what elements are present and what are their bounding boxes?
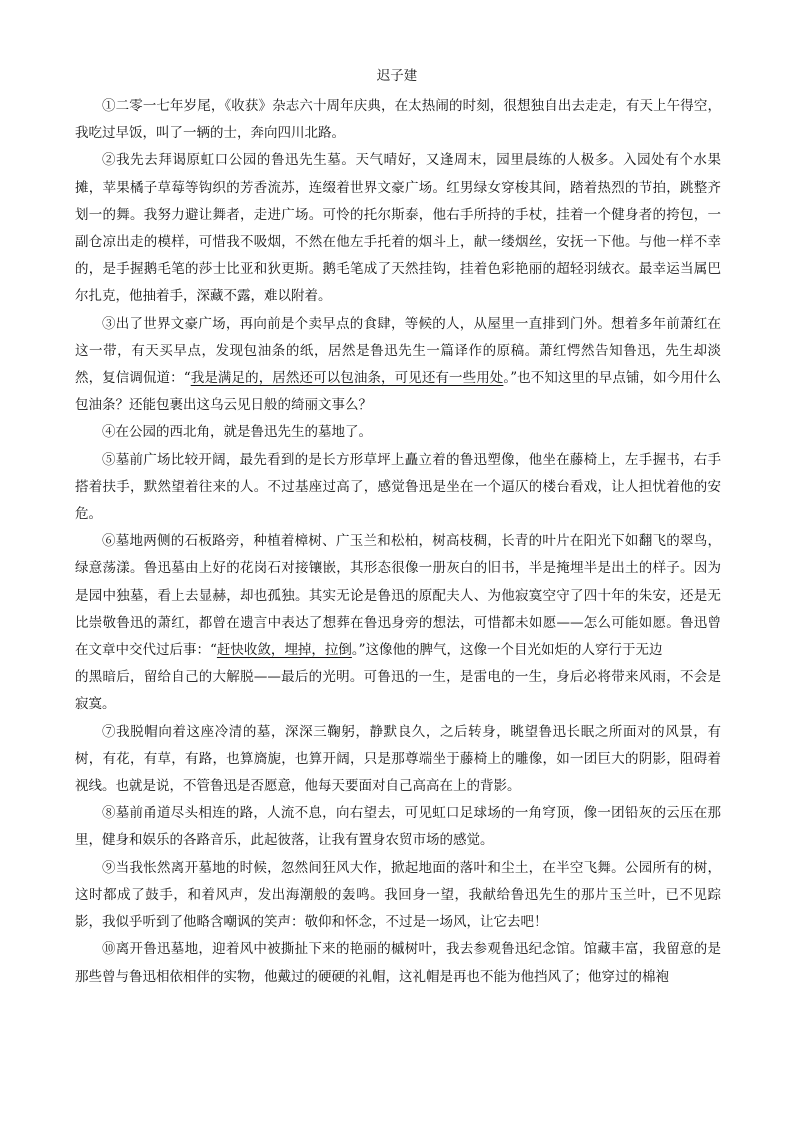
paragraph-6-text-b: 。”这像他的脾气，这像一个目光如炬的人穿行于无边 [351, 642, 663, 659]
paragraph-1: ①二零一七年岁尾，《收获》杂志六十周年庆典，在太热闹的时刻，很想独自出去走走，有天上午得空，我吃过早饭，叫了一辆的士，奔向四川北路。 [75, 98, 721, 142]
paragraph-3-underlined-quote: 我是满足的，居然还可以包油条，可见还有一些用处 [190, 370, 504, 387]
paragraph-8: ⑧墓前甬道尽头相连的路，人流不息，向右望去，可见虹口足球场的一角穹顶，像一团铅灰的云压在那里，健身和娱乐的各路音乐，此起彼落，让我有置身农贸市场的感觉。 [75, 805, 721, 849]
paragraph-6 [75, 528, 721, 664]
paragraph-2: ②我先去拜谒原虹口公园的鲁迅先生墓。天气晴好，又逢周末，园里晨练的人极多。入园处有个水果摊，苹果橘子草莓等钩织的芳香流苏，连缀着世界文豪广场。红男绿女穿梭其间，踏着热烈的节拍，跳整齐划一的舞。我努力避让舞者，走进广场。可怜的托尔斯泰，他右手所持的手杖，挂着一个健身者的挎包，一副仓凉出走的模样，可惜我不吸烟，不然在他左手托着的烟斗上，献一缕烟丝，安抚一下他。与他一样不幸的，是手握鹅毛笔的莎士比亚和狄更斯。鹅毛笔成了天然挂钩，挂着色彩艳丽的超轻羽绒衣。最幸运当属巴尔扎克，他抽着手，深藏不露，难以附着。 [75, 152, 721, 305]
paragraph-5: ⑤墓前广场比较开阔，最先看到的是长方形草坪上矗立着的鲁迅塑像，他坐在藤椅上，左手握书，右手搭着扶手，默然望着往来的人。不过基座过高了，感觉鲁迅是坐在一个逼仄的楼台看戏，让人担忧着他的安危。 [75, 451, 721, 523]
author-name: 迟子建 [376, 68, 418, 84]
paragraph-6-text-a: ⑥墓地两侧的石板路旁，种植着樟树、广玉兰和松柏，树高枝稠，长青的叶片在阳光下如翻飞的翠鸟，绿意荡漾。鲁迅墓由上好的花岗石对接镶嵌，其形态很像一册灰白的旧书，半是掩埋半是出土的样子。因为是园中独墓，看上去显赫，却也孤独。其实无论是鲁迅的原配夫人、为他寂寞空守了四十年的朱安，还是无比崇敬鲁迅的萧红，都曾在遗言中表达了想葬在鲁迅身旁的想法，可惜都未如愿——怎么可能如愿。鲁迅曾在文章中交代过后事：“ [75, 533, 721, 659]
paragraph-3-text-a: ③出了世界文豪广场，再向前是个卖早点的食肆，等候的人，从屋里一直排到门外。想着多年前萧红在这一带，有天买早点，发现包油条的纸，居然是鲁迅先生一篇译作的原稿。萧红愕然告知鲁迅，先生却淡然，复信调侃道：“ [75, 315, 721, 387]
paragraph-10: ⑩离开鲁迅墓地，迎着风中被撕扯下来的艳丽的槭树叶，我去参观鲁迅纪念馆。馆藏丰富，我留意的是那些曾与鲁迅相依相伴的实物，他戴过的硬硬的礼帽，这礼帽是再也不能为他挡风了；他穿过的棉袍 [75, 941, 721, 985]
paragraph-3-text-b: 。”也不知这里的早点铺，如今用什么包油条？还能包裹出这乌云见日般的绮丽文事么？ [75, 370, 722, 414]
paragraph-6-continuation: 的黑暗后，留给自己的大解脱——最后的光明。可鲁迅的一生，是雷电的一生，身后必将带来风雨，不会是寂寞。 [75, 669, 721, 713]
paragraph-7: ⑦我脱帽向着这座冷清的墓，深深三鞠躬，静默良久，之后转身，眺望鲁迅长眠之所面对的风景，有树，有花，有草，有路，也算旖旎，也算开阔，只是那尊端坐于藤椅上的雕像，如一团巨大的阴影，阻碍着视线。也就是说，不管鲁迅是否愿意，他每天要面对自己高高在上的背影。 [75, 723, 721, 795]
article-body [75, 93, 721, 991]
paragraph-6-underlined-quote: 赶快收敛，埋掉，拉倒 [216, 642, 352, 659]
paragraph-9: ⑨当我怅然离开墓地的时候，忽然间狂风大作，掀起地面的落叶和尘土，在半空飞舞。公园所有的树，这时都成了鼓手，和着风声，发出海潮般的轰鸣。我回身一望，我献给鲁迅先生的那片玉兰叶，已不见踪影，我似乎听到了他略含嘲讽的笑声：敬仰和怀念，不过是一场风，让它去吧！ [75, 859, 721, 931]
paragraph-3 [75, 311, 721, 420]
paragraph-4: ④在公园的西北角，就是鲁迅先生的墓地了。 [102, 424, 372, 441]
